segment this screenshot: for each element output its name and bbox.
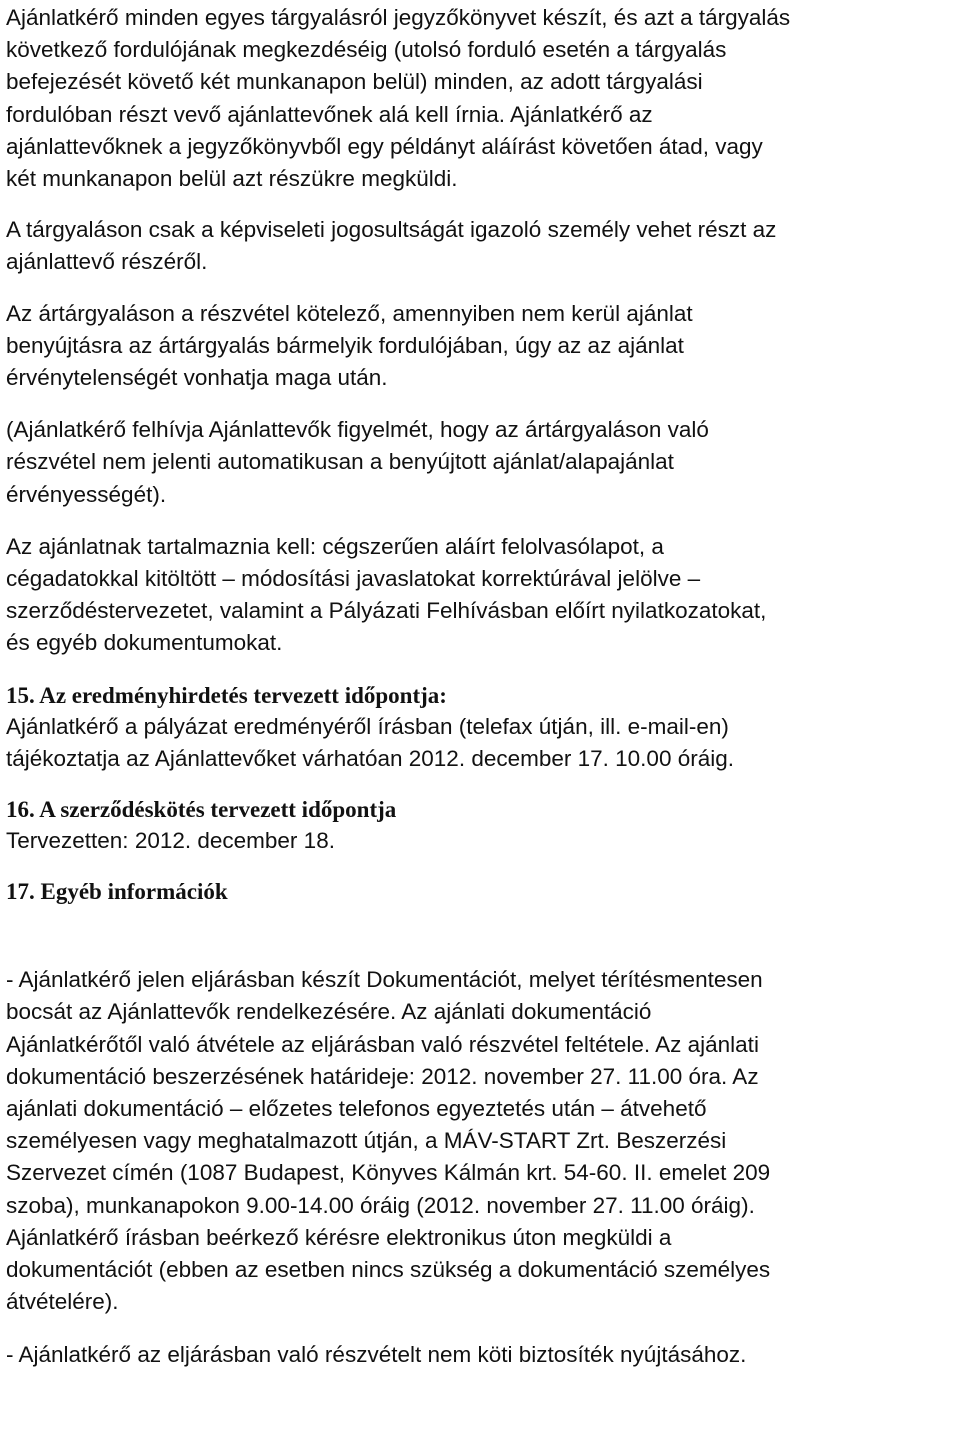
paragraph-bid-contents: Az ajánlatnak tartalmaznia kell: cégszerűen aláírt felolvasólapot, a cégadatokkal kitöltött – módosítási javaslatokat korrektúrával jelölve – szerződéstervezetet, valamint a Pályázati Felhívásban előírt nyilatkozatokat, és egyéb dokumentumokat. — [6, 533, 767, 656]
paragraph-protocol: Ajánlatkérő minden egyes tárgyalásról jegyzőkönyvet készít, és azt a tárgyalás következő fordulójának megkezdéséig (utolsó forduló esetén a tárgyalás befejezését követő két munkanapon belül) minden, az adott tárgyalási fordulóban részt vevő ajánlattevőnek alá kell írnia. Ajánlatkérő az ajánlattevőknek a jegyzőkönyvből egy példányt aláírást követően átad, vagy két munkanapon belül azt részükre megküldi. — [6, 5, 791, 192]
paragraph-notice: (Ajánlatkérő felhívja Ajánlattevők figyelmét, hogy az ártárgyaláson való részvétel nem jelenti automatikusan a benyújtott ajánlat/alapajánlat érvényességét). — [6, 417, 709, 507]
section-15-heading: 15. Az eredményhirdetés tervezett időpontja: — [6, 682, 447, 708]
info-item-guarantee: - Ajánlatkérő az eljárásban való részvételt nem köti biztosíték nyújtásához. — [6, 1341, 747, 1367]
paragraph-price-negotiation: Az ártárgyaláson a részvétel kötelező, amennyiben nem kerül ajánlat benyújtásra az ártárgyalás bármelyik fordulójában, úgy az az ajánlat érvénytelenségét vonhatja maga után. — [6, 300, 693, 391]
section-15-body: Ajánlatkérő a pályázat eredményéről írásban (telefax útján, ill. e-mail-en) tájékoztatja az Ajánlattevőket várhatóan 2012. december 17. 10.00 óráig. — [6, 713, 734, 771]
section-16-body: Tervezetten: 2012. december 18. — [6, 828, 335, 854]
section-16 — [6, 795, 956, 857]
section-16-heading: 16. A szerződéskötés tervezett időpontja — [6, 797, 397, 823]
section-17 — [6, 877, 956, 907]
document-page — [6, 0, 956, 1371]
section-15 — [6, 681, 956, 775]
paragraph-representation: A tárgyaláson csak a képviseleti jogosultságát igazoló személy vehet részt az ajánlattevő részéről. — [6, 217, 777, 275]
info-item-documentation: - Ajánlatkérő jelen eljárásban készít Dokumentációt, melyet térítésmentesen bocsát az Ajánlattevők rendelkezésére. Az ajánlati dokumentáció Ajánlatkérőtől való átvétele az eljárásban való részvétel feltétele. Az ajánlati dokumentáció beszerzésének határideje: 2012. november 27. 11.00 óra. Az ajánlati dokumentáció – előzetes telefonos egyeztetés után – átvehető személyesen vagy meghatalmazott útján, a MÁV-START Zrt. Beszerzési Szervezet címén (1087 Budapest, Könyves Kálmán krt. 54-60. II. emelet 209 szoba), munkanapokon 9.00-14.00 óráig (2012. november 27. 11.00 óráig). Ajánlatkérő írásban beérkező kérésre elektronikus úton megküldi a dokumentációt (ebben az esetben nincs szükség a dokumentáció személyes átvételére). — [6, 967, 771, 1315]
section-17-heading: 17. Egyéb információk — [6, 879, 228, 905]
